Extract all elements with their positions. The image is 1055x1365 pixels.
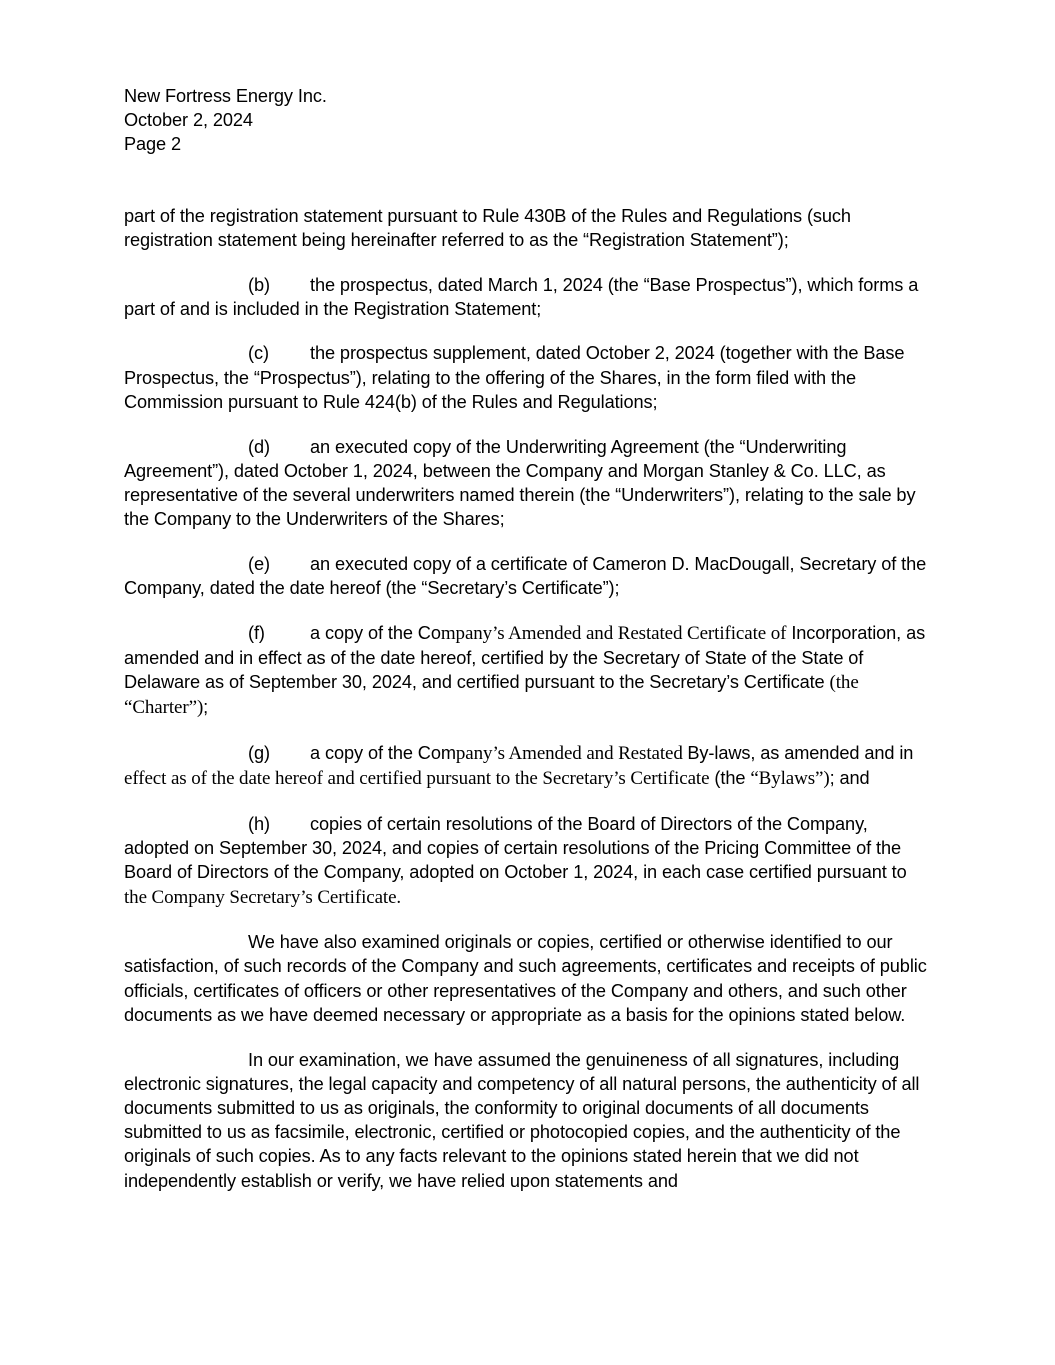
paragraph-g bbox=[124, 741, 932, 791]
item-label-h: (h) bbox=[248, 813, 270, 834]
item-label-f: (f) bbox=[248, 622, 265, 643]
item-text-g-serif-3: “Bylaws”) bbox=[750, 768, 830, 790]
item-text-f-3: ; bbox=[203, 697, 209, 718]
item-text-g-3: (the bbox=[709, 768, 751, 789]
item-text-g-serif-1: pany’s Amended and Restated bbox=[455, 743, 688, 765]
item-text-f-serif-2: (the “Charter”) bbox=[124, 672, 859, 719]
letter-header bbox=[124, 84, 932, 157]
item-text-d: an executed copy of the Underwriting Agreement (the “Underwriting Agreement”), dated October 1, 2024, between the Company and Morgan Stanley & Co. LLC, as representative of the several underwriters named therein (the “Underwriters”), relating to the sale by the Company to the Underwriters of the Shares; bbox=[124, 436, 916, 530]
paragraph-f bbox=[124, 621, 932, 721]
document-page bbox=[124, 84, 932, 1213]
paragraph-e bbox=[124, 552, 932, 600]
header-company: New Fortress Energy Inc. bbox=[124, 86, 327, 106]
item-text-g-serif-2: effect as of the date hereof and certified pursuant to the Secretary’s Certificate bbox=[124, 768, 710, 790]
item-text-b: the prospectus, dated March 1, 2024 (the “Base Prospectus”), which forms a part of and is included in the Registration Statement; bbox=[124, 274, 919, 319]
header-date: October 2, 2024 bbox=[124, 110, 253, 131]
paragraph-b bbox=[124, 273, 932, 321]
item-text-h-1: copies of certain resolutions of the Board of Directors of the Company, adopted on September 30, 2024, and copies of certain resolutions of the Pricing Committee of the Board of Directors of the Company, adopted on October 1, 2024, in each case certified pursuant to bbox=[124, 813, 907, 883]
item-text-g-4: ; and bbox=[829, 768, 870, 789]
header-page-number: Page 2 bbox=[124, 134, 182, 155]
item-text-f-serif-1: mpany’s Amended and Restated Certificate of bbox=[440, 622, 787, 644]
paragraph-continuation: part of the registration statement pursuant to Rule 430B of the Rules and Regulations (such registration statement being hereinafter referred to as the “Registration Statement”); bbox=[124, 205, 851, 250]
paragraph-c bbox=[124, 341, 932, 414]
item-label-e: (e) bbox=[248, 553, 270, 574]
item-text-g-2: By-laws, as amended and in bbox=[687, 743, 914, 764]
item-text-e: an executed copy of a certificate of Cameron D. MacDougall, Secretary of the Company, dated the date hereof (the “Secretary’s Certificate”); bbox=[124, 553, 927, 599]
item-label-b: (b) bbox=[248, 274, 270, 295]
item-label-g: (g) bbox=[248, 743, 270, 764]
paragraph-examination: In our examination, we have assumed the genuineness of all signatures, including electronic signatures, the legal capacity and competency of all natural persons, the authenticity of all documents submitted to us as originals, the conformity to original documents of all documents submitted to us as facsimile, electronic, certified or photocopied copies, and the authenticity of the originals of such copies. As to any facts relevant to the opinions stated herein that we did not independently establish or verify, we have relied upon statements and bbox=[124, 1049, 920, 1191]
item-text-h-serif: the Company Secretary’s Certificate. bbox=[124, 886, 402, 908]
item-text-f-1: a copy of the Co bbox=[310, 622, 441, 643]
item-text-c: the prospectus supplement, dated October 2, 2024 (together with the Base Prospectus, the “Prospectus”), relating to the offering of the Shares, in the form filed with the Commission pursuant to Rule 424(b) of the Rules and Regulations; bbox=[124, 343, 905, 412]
item-label-c: (c) bbox=[248, 343, 269, 364]
item-text-f-2: Incorporation, as amended and in effect as of the date hereof, certified by the Secretary of State of the State of Delaware as of September 30, 2024, and certified pursuant to the Secretary’s Certificate bbox=[124, 622, 926, 693]
item-label-d: (d) bbox=[248, 436, 270, 457]
paragraph-examined: We have also examined originals or copies, certified or otherwise identified to our satisfaction, of such records of the Company and such agreements, certificates and receipts of public officials, certificates of officers or other representatives of the Company and others, and such other documents as we have deemed necessary or appropriate as a basis for the opinions stated below. bbox=[124, 932, 927, 1025]
paragraph-d bbox=[124, 435, 932, 532]
paragraph-h bbox=[124, 812, 932, 910]
item-text-g-1: a copy of the Com bbox=[310, 743, 456, 764]
